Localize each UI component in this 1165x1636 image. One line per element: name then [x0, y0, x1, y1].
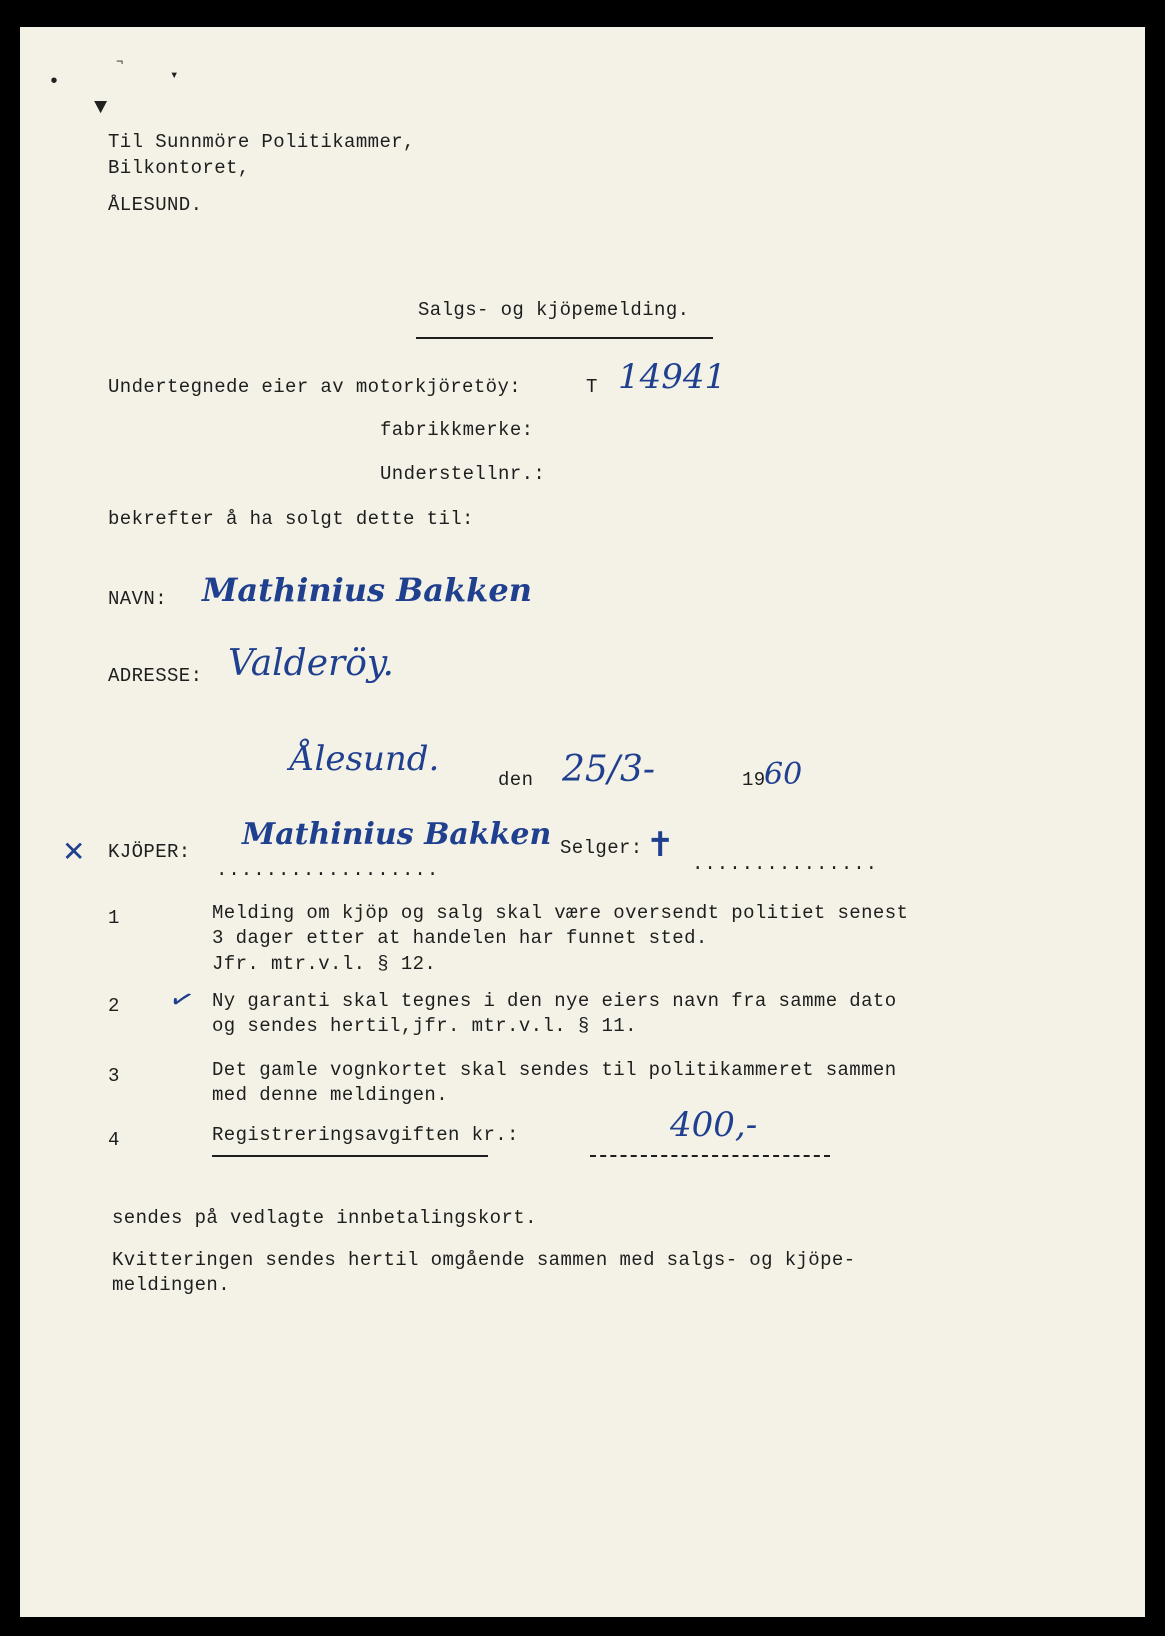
footer-line-1: sendes på vedlagte innbetalingskort. [112, 1207, 537, 1229]
fee-value-handwritten: 400,- [670, 1105, 758, 1145]
seller-cross-mark: ✝ [646, 825, 675, 865]
buyer-sign-label: KJÖPER: [108, 841, 191, 863]
owner-label: Undertegnede eier av motorkjöretöy: [108, 376, 522, 398]
recipient-line-2: Bilkontoret, [108, 157, 250, 179]
seller-sign-dots: ............... [692, 853, 879, 875]
buyer-signature: Mathinius Bakken [242, 817, 552, 852]
note-number-3: 3 [108, 1065, 120, 1087]
stray-mark: ▾ [170, 68, 179, 84]
note-2-line-1: Ny garanti skal tegnes i den nye eiers navn fra samme dato [212, 990, 897, 1012]
recipient-line-3: ÅLESUND. [108, 194, 203, 216]
note-number-4: 4 [108, 1129, 120, 1151]
year-prefix: 19 [742, 769, 766, 791]
date-handwritten: 25/3- [562, 749, 656, 790]
recipient-line-1: Til Sunnmöre Politikammer, [108, 131, 415, 153]
note-1-line-3: Jfr. mtr.v.l. § 12. [212, 953, 437, 975]
buyer-name-handwritten: Mathinius Bakken [202, 571, 532, 609]
seller-sign-label: Selger: [560, 837, 643, 859]
note-3-line-1: Det gamle vognkortet skal sendes til politikammeret sammen [212, 1059, 897, 1081]
fee-label: Registreringsavgiften kr.: [212, 1124, 519, 1146]
title-underline [416, 337, 713, 339]
footer-line-2: Kvitteringen sendes hertil omgående sammen med salgs- og kjöpe- [112, 1249, 856, 1271]
document-page [20, 27, 1145, 1617]
check-mark: ✓ [165, 979, 199, 1020]
stray-mark: ¬ [116, 55, 124, 69]
den-label: den [498, 769, 534, 791]
document-title: Salgs- og kjöpemelding. [418, 299, 690, 321]
address-handwritten: Valderöy. [228, 643, 394, 684]
chassis-label: Understellnr.: [380, 463, 546, 485]
address-label: ADRESSE: [108, 665, 203, 687]
year-suffix-handwritten: 60 [764, 757, 803, 792]
note-2-line-2: og sendes hertil,jfr. mtr.v.l. § 11. [212, 1015, 637, 1037]
fee-dashed-line [590, 1155, 830, 1157]
check-mark: ✕ [62, 835, 86, 868]
note-number-1: 1 [108, 907, 120, 929]
reg-number-handwritten: 14941 [618, 357, 727, 397]
name-label: NAVN: [108, 588, 168, 610]
note-3-line-2: med denne meldingen. [212, 1084, 449, 1106]
make-label: fabrikkmerke: [380, 419, 534, 441]
note-number-2: 2 [108, 995, 120, 1017]
confirm-text: bekrefter å ha solgt dette til: [108, 508, 474, 530]
note-1-line-1: Melding om kjöp og salg skal være oversendt politiet senest [212, 902, 909, 924]
reg-prefix: T [586, 376, 598, 398]
buyer-sign-dots: .................. [216, 859, 440, 881]
stray-mark: ▼ [94, 95, 108, 120]
fee-label-underline [212, 1155, 488, 1157]
note-1-line-2: 3 dager etter at handelen har funnet sted. [212, 927, 708, 949]
place-handwritten: Ålesund. [290, 739, 440, 779]
footer-line-3: meldingen. [112, 1274, 231, 1296]
stray-mark: • [48, 71, 61, 94]
